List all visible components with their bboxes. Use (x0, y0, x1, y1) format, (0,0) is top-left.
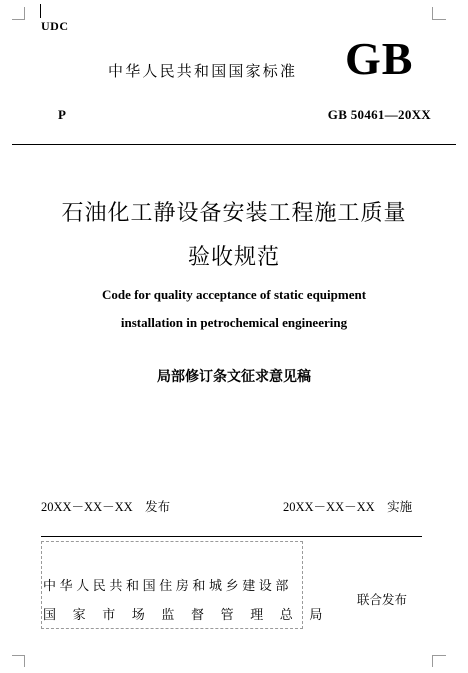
crop-mark (24, 655, 25, 667)
title-english-line-1: Code for quality acceptance of static equipment (101, 287, 367, 302)
udc-label: UDC (41, 19, 69, 33)
draft-note: 局部修订条文征求意见稿 (157, 369, 311, 385)
category-code: P (58, 107, 66, 122)
standard-name: 中华人民共和国国家标准 (108, 62, 298, 80)
crop-mark (12, 19, 25, 20)
text-cursor (40, 4, 41, 18)
crop-mark (432, 19, 446, 20)
title-chinese-line-2: 验收规范 (187, 245, 280, 270)
title-chinese-line-1: 石油化工静设备安装工程施工质量 (61, 201, 407, 226)
joint-issue-label: 联合发布 (357, 592, 408, 607)
crop-mark (12, 655, 25, 656)
crop-mark (24, 7, 25, 19)
standard-number: GB 50461—20XX (327, 107, 431, 122)
footer-rule (41, 536, 422, 537)
issuer-ministry: 中华人民共和国住房和城乡建设部 (43, 579, 293, 594)
header-rule (12, 144, 456, 145)
implementation-date: 20XX－XX－XX 实施 (283, 500, 413, 514)
issue-date: 20XX－XX－XX 发布 (41, 500, 171, 514)
gb-logo: GB (345, 33, 414, 84)
issuer-administration: 国家市场监督管理总局 (43, 608, 340, 623)
title-english-line-2: installation in petrochemical engineering (120, 315, 348, 330)
crop-mark (432, 655, 433, 667)
crop-mark (432, 7, 433, 19)
crop-mark (432, 655, 446, 656)
